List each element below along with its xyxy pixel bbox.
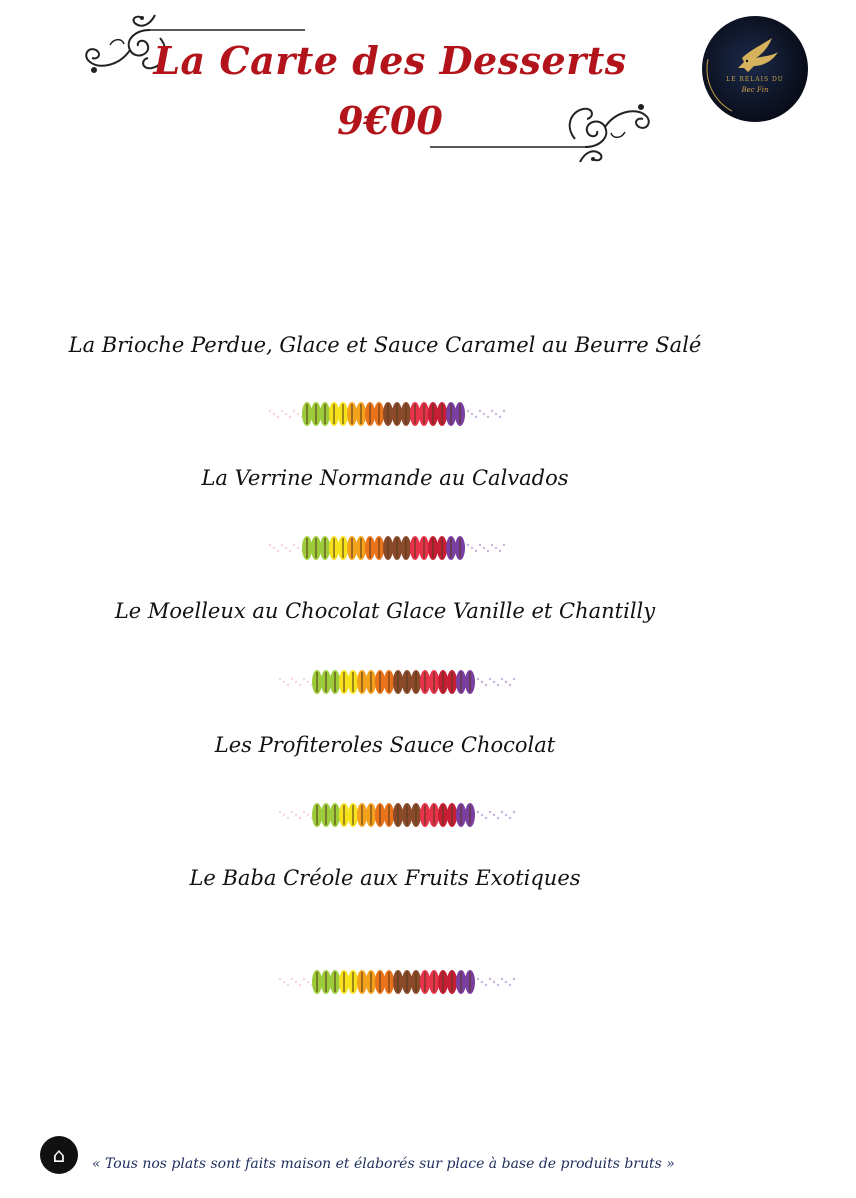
macaron-dot: [281, 544, 283, 546]
macaron-dot: [291, 811, 293, 813]
macaron: [321, 670, 331, 694]
macaron-divider: [272, 964, 522, 1000]
macaron: [428, 402, 438, 426]
footer-note: « Tous nos plats sont faits maison et élaborés sur place à base de produits bruts »: [92, 1156, 675, 1172]
macaron-dot: [497, 684, 499, 686]
macaron-dot: [479, 410, 481, 412]
macaron-dot: [509, 684, 511, 686]
macaron-dot: [503, 544, 505, 546]
macaron: [438, 670, 448, 694]
macaron-dot: [513, 678, 515, 680]
macaron-dot: [505, 981, 507, 983]
macaron: [437, 536, 447, 560]
dessert-item: La Brioche Perdue, Glace et Sauce Caramel au Beurre Salé: [68, 333, 702, 357]
macaron: [446, 536, 456, 560]
macaron: [420, 970, 430, 994]
macaron-dot: [299, 684, 301, 686]
macaron: [411, 803, 421, 827]
macaron-dot: [491, 410, 493, 412]
macaron: [366, 970, 376, 994]
macaron: [438, 970, 448, 994]
macaron-dot: [273, 547, 275, 549]
macaron-dot: [299, 817, 301, 819]
macaron-dot: [283, 814, 285, 816]
macaron: [375, 970, 385, 994]
macaron: [356, 402, 366, 426]
macaron: [339, 803, 349, 827]
macaron-dot: [509, 984, 511, 986]
macaron: [312, 803, 322, 827]
macaron-dot: [295, 681, 297, 683]
macaron: [401, 536, 411, 560]
macaron-dot: [295, 814, 297, 816]
page-title: La Carte des Desserts: [153, 38, 627, 83]
macaron-dot: [505, 681, 507, 683]
macaron: [447, 670, 457, 694]
macaron-dot: [487, 550, 489, 552]
macaron-dot: [289, 550, 291, 552]
macaron: [420, 803, 430, 827]
macaron: [410, 536, 420, 560]
macaron-dot: [269, 544, 271, 546]
restaurant-logo: [702, 16, 808, 122]
macaron: [411, 670, 421, 694]
macaron: [366, 803, 376, 827]
macaron: [392, 536, 402, 560]
macaron-dot: [493, 981, 495, 983]
macaron-dot: [481, 814, 483, 816]
macaron-dot: [505, 814, 507, 816]
macaron-dot: [497, 817, 499, 819]
macaron: [401, 402, 411, 426]
macaron: [330, 970, 340, 994]
macaron-dot: [489, 978, 491, 980]
macaron: [347, 536, 357, 560]
macaron: [392, 402, 402, 426]
macaron-dot: [279, 978, 281, 980]
macaron: [437, 402, 447, 426]
macaron-dot: [279, 678, 281, 680]
macaron-dot: [485, 817, 487, 819]
macaron: [365, 402, 375, 426]
macaron-dot: [287, 684, 289, 686]
dessert-item: Le Baba Créole aux Fruits Exotiques: [189, 866, 581, 890]
macaron: [374, 402, 384, 426]
macaron-dot: [503, 410, 505, 412]
macaron: [321, 803, 331, 827]
macaron-dot: [281, 410, 283, 412]
macaron-divider: [272, 664, 522, 700]
macaron-dot: [307, 981, 309, 983]
macaron: [465, 670, 475, 694]
macaron-dot: [283, 681, 285, 683]
macaron-dot: [491, 544, 493, 546]
macaron-dot: [475, 416, 477, 418]
macaron-dot: [475, 550, 477, 552]
macaron: [302, 402, 312, 426]
macaron: [375, 803, 385, 827]
macaron: [384, 803, 394, 827]
macaron-dot: [293, 410, 295, 412]
macaron-dot: [485, 984, 487, 986]
macaron-dot: [307, 681, 309, 683]
macaron: [384, 670, 394, 694]
macaron-dot: [493, 814, 495, 816]
macaron-dot: [291, 678, 293, 680]
macaron: [384, 970, 394, 994]
macaron: [402, 970, 412, 994]
hummingbird-icon: [702, 16, 808, 122]
macaron: [447, 970, 457, 994]
logo-bottom-text: Bec Fin: [741, 86, 769, 94]
macaron-dot: [467, 544, 469, 546]
macaron-divider: [272, 797, 522, 833]
macaron: [419, 402, 429, 426]
dessert-item: Le Moelleux au Chocolat Glace Vanille et Chantilly: [114, 599, 656, 623]
macaron: [429, 970, 439, 994]
macaron: [365, 536, 375, 560]
macaron: [428, 536, 438, 560]
macaron-dot: [495, 547, 497, 549]
macaron: [356, 536, 366, 560]
macaron-dot: [285, 413, 287, 415]
macaron: [455, 536, 465, 560]
macaron-dot: [499, 550, 501, 552]
macaron-dot: [501, 978, 503, 980]
macaron: [357, 970, 367, 994]
macaron: [312, 670, 322, 694]
macaron-dot: [477, 978, 479, 980]
macaron: [438, 803, 448, 827]
macaron-dot: [485, 684, 487, 686]
macaron: [348, 970, 358, 994]
macaron-dot: [487, 416, 489, 418]
macaron: [312, 970, 322, 994]
menu-price: 9€00: [337, 98, 443, 143]
macaron-dot: [287, 817, 289, 819]
macaron-dot: [495, 413, 497, 415]
macaron: [456, 803, 466, 827]
macaron-dot: [283, 981, 285, 983]
macaron: [366, 670, 376, 694]
macaron: [393, 970, 403, 994]
macaron: [465, 970, 475, 994]
macaron: [402, 803, 412, 827]
macaron-dot: [299, 984, 301, 986]
macaron: [357, 670, 367, 694]
macaron: [311, 536, 321, 560]
logo-top-text: LE RELAIS DU: [726, 76, 784, 83]
macaron-dot: [513, 978, 515, 980]
macaron-dot: [471, 413, 473, 415]
macaron-dot: [289, 416, 291, 418]
macaron-divider: [262, 396, 512, 432]
macaron-dot: [303, 811, 305, 813]
macaron-dot: [501, 811, 503, 813]
macaron: [410, 402, 420, 426]
macaron: [383, 402, 393, 426]
macaron-divider: [262, 530, 512, 566]
macaron: [320, 402, 330, 426]
macaron: [420, 670, 430, 694]
macaron-dot: [499, 416, 501, 418]
macaron: [330, 670, 340, 694]
macaron: [465, 803, 475, 827]
macaron: [329, 536, 339, 560]
macaron-dot: [285, 547, 287, 549]
macaron-dot: [477, 678, 479, 680]
macaron: [357, 803, 367, 827]
macaron: [338, 536, 348, 560]
macaron: [348, 803, 358, 827]
macaron: [320, 536, 330, 560]
macaron: [302, 536, 312, 560]
macaron: [456, 670, 466, 694]
macaron-dot: [277, 550, 279, 552]
macaron-dot: [293, 544, 295, 546]
macaron-dot: [493, 681, 495, 683]
macaron: [419, 536, 429, 560]
macaron: [393, 670, 403, 694]
macaron-dot: [297, 547, 299, 549]
macaron: [429, 803, 439, 827]
homemade-icon: ⌂: [40, 1136, 78, 1174]
macaron-dot: [277, 416, 279, 418]
macaron-dot: [269, 410, 271, 412]
macaron: [347, 402, 357, 426]
macaron-dot: [481, 681, 483, 683]
macaron-dot: [291, 978, 293, 980]
macaron: [411, 970, 421, 994]
macaron: [329, 402, 339, 426]
macaron: [383, 536, 393, 560]
macaron-dot: [295, 981, 297, 983]
macaron-dot: [501, 678, 503, 680]
macaron-dot: [477, 811, 479, 813]
macaron-dot: [297, 413, 299, 415]
dessert-item: Les Profiteroles Sauce Chocolat: [214, 733, 556, 757]
macaron-dot: [303, 978, 305, 980]
macaron: [429, 670, 439, 694]
macaron-dot: [303, 678, 305, 680]
macaron: [374, 536, 384, 560]
macaron-dot: [489, 678, 491, 680]
macaron-dot: [479, 544, 481, 546]
macaron: [348, 670, 358, 694]
macaron: [447, 803, 457, 827]
macaron-dot: [279, 811, 281, 813]
macaron: [393, 803, 403, 827]
macaron: [339, 670, 349, 694]
macaron: [402, 670, 412, 694]
macaron-dot: [307, 814, 309, 816]
macaron: [338, 402, 348, 426]
macaron-dot: [483, 547, 485, 549]
macaron: [330, 803, 340, 827]
macaron: [456, 970, 466, 994]
macaron-dot: [287, 984, 289, 986]
macaron-dot: [481, 981, 483, 983]
macaron-dot: [483, 413, 485, 415]
macaron-dot: [513, 811, 515, 813]
macaron-dot: [467, 410, 469, 412]
macaron-dot: [471, 547, 473, 549]
macaron-dot: [273, 413, 275, 415]
macaron: [375, 670, 385, 694]
macaron: [446, 402, 456, 426]
macaron: [311, 402, 321, 426]
macaron: [455, 402, 465, 426]
macaron-dot: [509, 817, 511, 819]
macaron-dot: [489, 811, 491, 813]
macaron: [339, 970, 349, 994]
macaron-dot: [497, 984, 499, 986]
macaron: [321, 970, 331, 994]
dessert-item: La Verrine Normande au Calvados: [201, 466, 569, 490]
